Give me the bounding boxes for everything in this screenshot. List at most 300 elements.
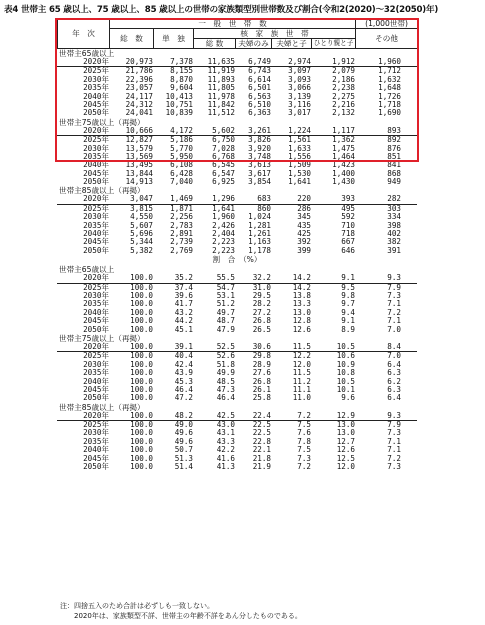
value-cell: 12.5: [336, 453, 355, 463]
value-cell: 1,641: [288, 177, 311, 187]
header-couple-only: 夫婦のみ: [236, 39, 272, 49]
year-cell: 2035年: [83, 83, 109, 93]
value-cell: 21,786: [125, 66, 153, 76]
value-cell: 6.3: [387, 368, 401, 378]
table-row: [57, 170, 417, 178]
year-cell: 2050年: [83, 177, 109, 187]
value-cell: 21.8: [252, 453, 271, 463]
value-cell: 43.1: [216, 428, 235, 438]
value-cell: 4,550: [130, 212, 153, 222]
value-cell: 11.2: [292, 376, 311, 386]
value-cell: 1,178: [248, 245, 271, 255]
header-year: 年 次: [58, 19, 110, 49]
year-cell: 2035年: [83, 151, 109, 161]
value-cell: 6,750: [212, 135, 235, 145]
value-cell: 7.0: [387, 324, 401, 334]
value-cell: 949: [387, 177, 401, 187]
value-cell: 3,617: [248, 168, 271, 178]
year-cell: 2035年: [83, 368, 109, 378]
value-cell: 49.6: [174, 428, 193, 438]
value-cell: 24,117: [125, 91, 153, 101]
value-cell: 49.7: [216, 307, 235, 317]
value-cell: 21.9: [252, 462, 271, 472]
value-cell: 1,430: [332, 177, 355, 187]
year-cell: 2025年: [83, 351, 109, 361]
value-cell: 35.2: [174, 273, 193, 283]
value-cell: 683: [257, 194, 271, 204]
notes: [60, 601, 302, 621]
table-row: [57, 222, 417, 230]
value-cell: 100.0: [130, 393, 153, 403]
table-row: [57, 284, 417, 292]
value-cell: 7.2: [297, 410, 311, 420]
value-cell: 50.7: [174, 445, 193, 455]
value-cell: 2,739: [170, 237, 193, 247]
table-row: [57, 58, 417, 67]
value-cell: 435: [297, 220, 311, 230]
value-cell: 334: [387, 212, 401, 222]
value-cell: 3,613: [248, 160, 271, 170]
value-cell: 29.8: [252, 351, 271, 361]
value-cell: 6.3: [387, 384, 401, 394]
value-cell: 3,047: [130, 194, 153, 204]
value-cell: 13.0: [292, 307, 311, 317]
value-cell: 100.0: [130, 307, 153, 317]
value-cell: 2,132: [332, 108, 355, 118]
value-cell: 2,275: [332, 91, 355, 101]
value-cell: 392: [297, 237, 311, 247]
value-cell: 6,768: [212, 151, 235, 161]
value-cell: 48.2: [174, 410, 193, 420]
value-cell: 6,743: [248, 66, 271, 76]
header-general: 一 般 世 帯 数: [198, 19, 267, 28]
year-cell: 2035年: [83, 220, 109, 230]
value-cell: 6,545: [212, 160, 235, 170]
value-cell: 100.0: [130, 428, 153, 438]
value-cell: 7.0: [387, 351, 401, 361]
value-cell: 9.1: [341, 273, 355, 283]
table-row: [57, 326, 417, 334]
page-title: 表4 世帯主 65 歳以上、75 歳以上、85 歳以上の世帯の家族類型別世帯数及び割合(令和2(2020)〜32(2050)年): [4, 5, 439, 15]
value-cell: 11.5: [292, 341, 311, 351]
table-row: [57, 76, 417, 84]
value-cell: 8,155: [170, 66, 193, 76]
value-cell: 5,382: [130, 245, 153, 255]
table-row: [57, 127, 417, 136]
table-row: [57, 238, 417, 246]
table-row: [57, 378, 417, 386]
year-cell: 2040年: [83, 445, 109, 455]
value-cell: 100.0: [130, 316, 153, 326]
value-cell: 31.0: [252, 282, 271, 292]
value-cell: 1,117: [332, 125, 355, 135]
value-cell: 398: [387, 220, 401, 230]
table-row: [57, 394, 417, 402]
value-cell: 10.6: [336, 351, 355, 361]
value-cell: 1,718: [378, 99, 401, 109]
value-cell: 10,413: [165, 91, 193, 101]
year-cell: 2040年: [83, 160, 109, 170]
table-row: [57, 455, 417, 463]
value-cell: 868: [387, 168, 401, 178]
value-cell: 13,569: [125, 151, 153, 161]
value-cell: 41.3: [216, 462, 235, 472]
value-cell: 28.2: [252, 299, 271, 309]
year-cell: 2050年: [83, 393, 109, 403]
note-2: 2020年は、家族類型不詳、世帯主の年齢不詳をあん分したものである。: [74, 612, 302, 620]
table-row: [57, 136, 417, 144]
value-cell: 29.5: [252, 290, 271, 300]
value-cell: 11,893: [207, 74, 235, 84]
value-cell: 7.8: [297, 436, 311, 446]
section-label: 世帯主85歳以上（再掲）: [59, 402, 145, 412]
value-cell: 1,281: [248, 220, 271, 230]
value-cell: 1,632: [378, 74, 401, 84]
value-cell: 12.6: [292, 324, 311, 334]
table-row: [57, 205, 417, 213]
year-cell: 2035年: [83, 299, 109, 309]
value-cell: 893: [387, 125, 401, 135]
table-row: [57, 369, 417, 377]
table-row: [57, 93, 417, 101]
value-cell: 382: [387, 237, 401, 247]
value-cell: 23,057: [125, 83, 153, 93]
value-cell: 7,040: [170, 177, 193, 187]
year-cell: 2020年: [83, 410, 109, 420]
value-cell: 100.0: [130, 324, 153, 334]
value-cell: 42.5: [216, 410, 235, 420]
value-cell: 100.0: [130, 282, 153, 292]
year-cell: 2050年: [83, 324, 109, 334]
table-row: [57, 109, 417, 117]
value-cell: 1,633: [288, 143, 311, 153]
year-cell: 2045年: [83, 237, 109, 247]
year-cell: 2045年: [83, 384, 109, 394]
table-row: [57, 386, 417, 394]
value-cell: 10,666: [125, 125, 153, 135]
value-cell: 220: [297, 194, 311, 204]
value-cell: 3,139: [288, 91, 311, 101]
value-cell: 12.0: [336, 462, 355, 472]
value-cell: 12.8: [292, 316, 311, 326]
year-cell: 2050年: [83, 108, 109, 118]
value-cell: 100.0: [130, 290, 153, 300]
value-cell: 1,561: [288, 135, 311, 145]
value-cell: 24,312: [125, 99, 153, 109]
value-cell: 12.0: [292, 359, 311, 369]
table-row: [57, 145, 417, 153]
year-cell: 2025年: [83, 420, 109, 430]
value-cell: 100.0: [130, 376, 153, 386]
value-cell: 42.2: [216, 445, 235, 455]
value-cell: 3,854: [248, 177, 271, 187]
value-cell: 11,978: [207, 91, 235, 101]
value-cell: 43.9: [174, 368, 193, 378]
value-cell: 7.9: [387, 282, 401, 292]
value-cell: 11,919: [207, 66, 235, 76]
value-cell: 5,602: [212, 125, 235, 135]
value-cell: 1,163: [248, 237, 271, 247]
year-cell: 2020年: [83, 125, 109, 135]
value-cell: 26.5: [252, 324, 271, 334]
value-cell: 3,826: [248, 135, 271, 145]
header-single: 単 独: [154, 29, 194, 49]
value-cell: 1,400: [332, 168, 355, 178]
value-cell: 13,844: [125, 168, 153, 178]
value-cell: 2,216: [332, 99, 355, 109]
value-cell: 54.7: [216, 282, 235, 292]
table-row: [57, 463, 417, 471]
value-cell: 41.7: [174, 299, 193, 309]
value-cell: 10.5: [336, 376, 355, 386]
year-cell: 2025年: [83, 203, 109, 213]
table-header: [57, 18, 418, 49]
value-cell: 1,362: [332, 135, 355, 145]
value-cell: 43.2: [174, 307, 193, 317]
value-cell: 7.6: [297, 428, 311, 438]
value-cell: 425: [297, 229, 311, 239]
value-cell: 43.3: [216, 436, 235, 446]
value-cell: 39.1: [174, 341, 193, 351]
value-cell: 3,920: [248, 143, 271, 153]
value-cell: 2,079: [332, 66, 355, 76]
value-cell: 2,186: [332, 74, 355, 84]
value-cell: 20,973: [125, 57, 153, 66]
value-cell: 5,696: [130, 229, 153, 239]
year-cell: 2050年: [83, 245, 109, 255]
value-cell: 11,512: [207, 108, 235, 118]
value-cell: 851: [387, 151, 401, 161]
value-cell: 52.5: [216, 341, 235, 351]
value-cell: 8.4: [387, 341, 401, 351]
value-cell: 3,748: [248, 151, 271, 161]
value-cell: 30.6: [252, 341, 271, 351]
value-cell: 1,690: [378, 108, 401, 118]
value-cell: 6,428: [170, 168, 193, 178]
value-cell: 393: [341, 194, 355, 204]
value-cell: 1,423: [332, 160, 355, 170]
value-cell: 3,097: [288, 66, 311, 76]
year-cell: 2025年: [83, 135, 109, 145]
table-row: [57, 161, 417, 169]
section-label: 世帯主85歳以上（再掲）: [59, 186, 145, 196]
value-cell: 32.2: [252, 273, 271, 283]
year-cell: 2020年: [83, 273, 109, 283]
value-cell: 7,378: [170, 57, 193, 66]
value-cell: 49.0: [174, 420, 193, 430]
value-cell: 100.0: [130, 436, 153, 446]
value-cell: 2,256: [170, 212, 193, 222]
value-cell: 13,579: [125, 143, 153, 153]
value-cell: 45.3: [174, 376, 193, 386]
value-cell: 100.0: [130, 273, 153, 283]
year-cell: 2030年: [83, 212, 109, 222]
year-cell: 2030年: [83, 143, 109, 153]
value-cell: 841: [387, 160, 401, 170]
value-cell: 46.4: [174, 384, 193, 394]
value-cell: 5,344: [130, 237, 153, 247]
value-cell: 24,041: [125, 108, 153, 118]
value-cell: 8,870: [170, 74, 193, 84]
value-cell: 39.6: [174, 290, 193, 300]
section-label: 世帯主65歳以上: [59, 265, 115, 275]
value-cell: 22.4: [252, 410, 271, 420]
value-cell: 22.5: [252, 420, 271, 430]
year-cell: 2030年: [83, 290, 109, 300]
value-cell: 5,607: [130, 220, 153, 230]
value-cell: 41.6: [216, 453, 235, 463]
value-cell: 7.1: [387, 299, 401, 309]
year-cell: 2045年: [83, 99, 109, 109]
value-cell: 9.6: [341, 393, 355, 403]
value-cell: 6,563: [248, 91, 271, 101]
value-cell: 100.0: [130, 445, 153, 455]
value-cell: 13.3: [292, 299, 311, 309]
value-cell: 22.1: [252, 445, 271, 455]
value-cell: 7.5: [297, 420, 311, 430]
value-cell: 53.1: [216, 290, 235, 300]
value-cell: 100.0: [130, 462, 153, 472]
table-row: [57, 195, 417, 204]
value-cell: 51.8: [216, 359, 235, 369]
table-row: [57, 361, 417, 369]
value-cell: 9.8: [341, 290, 355, 300]
value-cell: 2,783: [170, 220, 193, 230]
value-cell: 7.2: [387, 453, 401, 463]
value-cell: 1,648: [378, 83, 401, 93]
value-cell: 51.2: [216, 299, 235, 309]
value-cell: 55.5: [216, 273, 235, 283]
value-cell: 2,404: [212, 229, 235, 239]
value-cell: 1,224: [288, 125, 311, 135]
value-cell: 10.8: [336, 368, 355, 378]
year-cell: 2040年: [83, 229, 109, 239]
table-row: [57, 317, 417, 325]
value-cell: 6,749: [248, 57, 271, 66]
value-cell: 860: [257, 203, 271, 213]
value-cell: 4,172: [170, 125, 193, 135]
value-cell: 7.1: [387, 436, 401, 446]
table-row: [57, 438, 417, 446]
table-row: [57, 421, 417, 429]
value-cell: 100.0: [130, 410, 153, 420]
value-cell: 100.0: [130, 341, 153, 351]
value-cell: 1,469: [170, 194, 193, 204]
year-cell: 2030年: [83, 428, 109, 438]
value-cell: 646: [341, 245, 355, 255]
value-cell: 391: [387, 245, 401, 255]
value-cell: 9.5: [341, 282, 355, 292]
value-cell: 26.8: [252, 316, 271, 326]
value-cell: 7.2: [387, 307, 401, 317]
year-cell: 2020年: [83, 57, 109, 66]
year-cell: 2025年: [83, 282, 109, 292]
value-cell: 1,024: [248, 212, 271, 222]
value-cell: 1,556: [288, 151, 311, 161]
value-cell: 7.3: [387, 290, 401, 300]
value-cell: 7.1: [387, 316, 401, 326]
value-cell: 48.5: [216, 376, 235, 386]
value-cell: 1,726: [378, 91, 401, 101]
value-cell: 25.8: [252, 393, 271, 403]
table-row: [57, 213, 417, 221]
value-cell: 49.6: [174, 436, 193, 446]
value-cell: 6.4: [387, 359, 401, 369]
value-cell: 27.2: [252, 307, 271, 317]
value-cell: 592: [341, 212, 355, 222]
value-cell: 3,815: [130, 203, 153, 213]
value-cell: 14,913: [125, 177, 153, 187]
year-cell: 2045年: [83, 168, 109, 178]
value-cell: 6,925: [212, 177, 235, 187]
value-cell: 10,839: [165, 108, 193, 118]
value-cell: 44.2: [174, 316, 193, 326]
value-cell: 6.2: [387, 376, 401, 386]
value-cell: 13.8: [292, 290, 311, 300]
value-cell: 3,093: [288, 74, 311, 84]
value-cell: 13,495: [125, 160, 153, 170]
value-cell: 286: [297, 203, 311, 213]
value-cell: 7.9: [387, 420, 401, 430]
table-row: [57, 67, 417, 75]
value-cell: 42.4: [174, 359, 193, 369]
value-cell: 1,464: [332, 151, 355, 161]
year-cell: 2030年: [83, 74, 109, 84]
value-cell: 10,751: [165, 99, 193, 109]
table-row: [57, 300, 417, 308]
value-cell: 2,426: [212, 220, 235, 230]
value-cell: 7.3: [297, 453, 311, 463]
year-cell: 2020年: [83, 194, 109, 204]
household-table: [57, 18, 417, 471]
header-other: その他: [356, 29, 418, 49]
value-cell: 7.5: [297, 445, 311, 455]
value-cell: 100.0: [130, 453, 153, 463]
value-cell: 7,028: [212, 143, 235, 153]
value-cell: 1,530: [288, 168, 311, 178]
value-cell: 2,238: [332, 83, 355, 93]
value-cell: 12.6: [336, 445, 355, 455]
table-row: [57, 274, 417, 283]
value-cell: 100.0: [130, 420, 153, 430]
value-cell: 22.8: [252, 436, 271, 446]
table-row: [57, 101, 417, 109]
year-cell: 2030年: [83, 359, 109, 369]
value-cell: 2,974: [288, 57, 311, 66]
value-cell: 11,635: [207, 57, 235, 66]
value-cell: 1,912: [332, 57, 355, 66]
year-cell: 2045年: [83, 316, 109, 326]
value-cell: 45.1: [174, 324, 193, 334]
value-cell: 100.0: [130, 359, 153, 369]
percent-section-label: 割 合 （%）: [212, 255, 262, 265]
value-cell: 47.3: [216, 384, 235, 394]
section-label: 世帯主75歳以上（再掲）: [59, 117, 145, 127]
header-couple-child: 夫婦と子: [272, 39, 312, 49]
value-cell: 47.9: [216, 324, 235, 334]
value-cell: 3,066: [288, 83, 311, 93]
header-total: 総 数: [110, 29, 154, 49]
value-cell: 28.9: [252, 359, 271, 369]
value-cell: 667: [341, 237, 355, 247]
value-cell: 5,186: [170, 135, 193, 145]
table-row: [57, 84, 417, 92]
year-cell: 2040年: [83, 91, 109, 101]
value-cell: 49.9: [216, 368, 235, 378]
value-cell: 100.0: [130, 299, 153, 309]
value-cell: 6,108: [170, 160, 193, 170]
value-cell: 12.2: [292, 351, 311, 361]
